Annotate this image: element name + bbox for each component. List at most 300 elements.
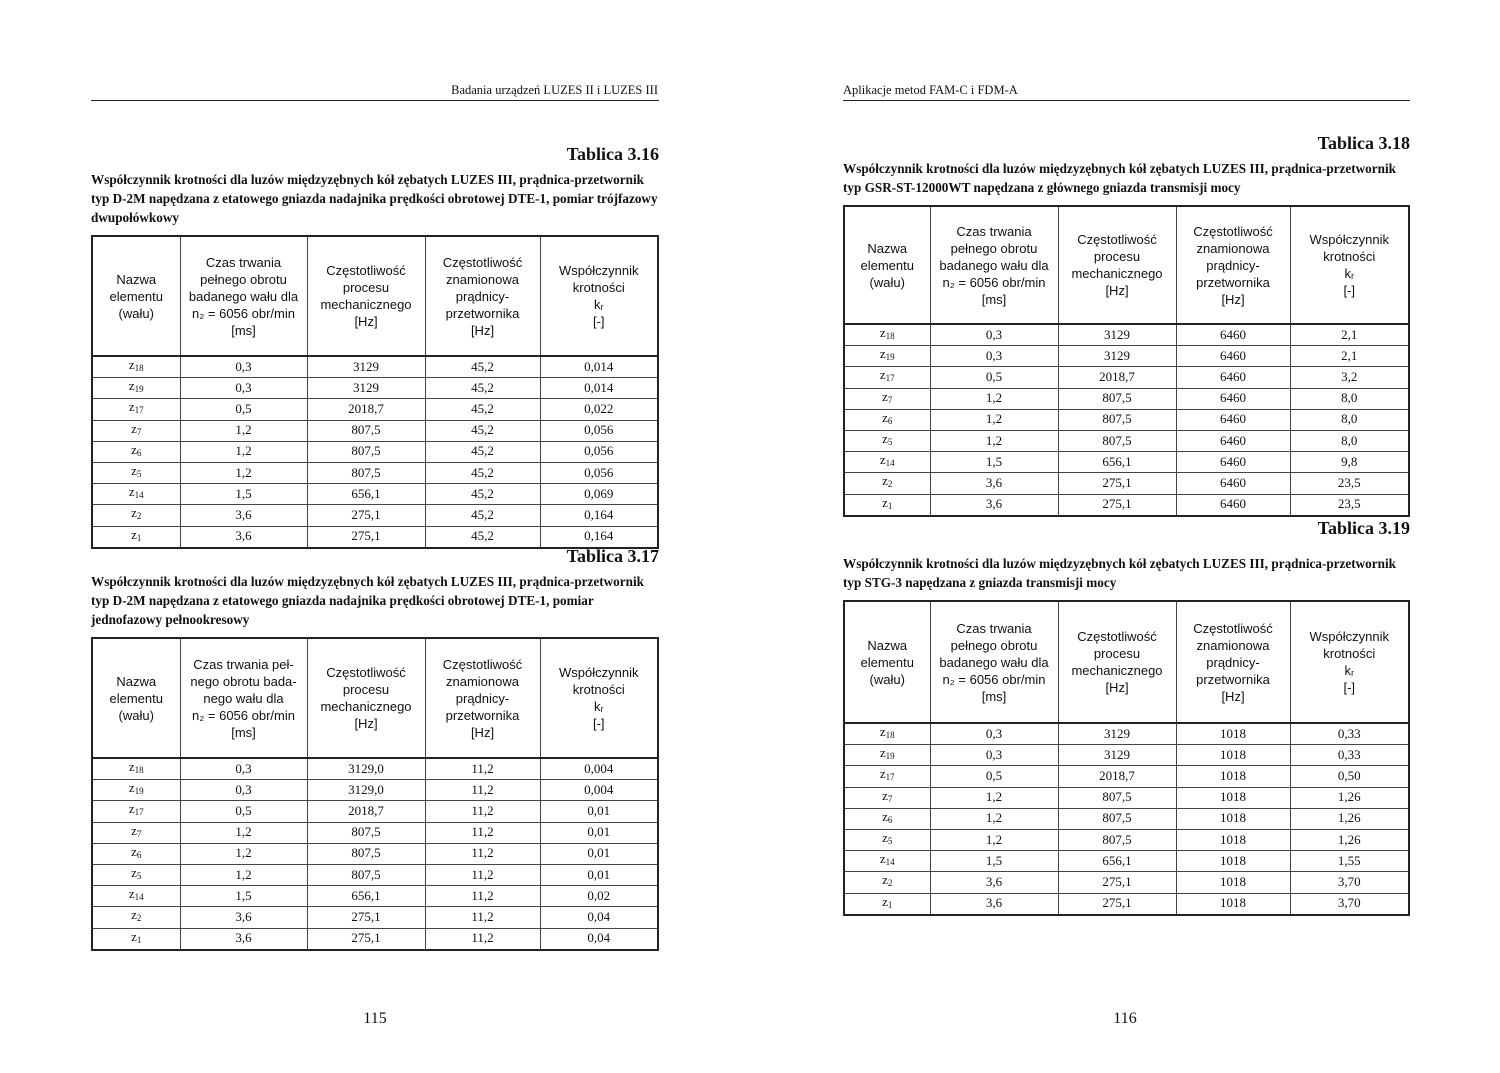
table-cell: 656,1 [307,484,425,505]
header-line: Współczynnik [559,263,639,278]
element-name-cell [92,463,180,484]
element-subscript: 19 [134,384,144,395]
header-line: n₂ = 6056 obr/min [192,707,295,723]
table-cell: 1018 [1176,745,1290,766]
column-header [844,206,930,324]
table-cell: 0,33 [1290,745,1409,766]
element-subscript: 18 [885,730,895,740]
element-name-cell [844,766,930,787]
header-line: procesu [1093,249,1141,264]
table-cell: 0,5 [930,766,1058,787]
column-header [930,601,1058,723]
element-symbol: z [128,484,135,500]
element-name-cell [844,324,930,346]
table-cell: 1,55 [1290,851,1409,872]
element-symbol: z [879,724,886,739]
table-cell: 1,26 [1290,830,1409,851]
header-line: [Hz] [354,314,378,329]
table-cell: 0,01 [540,822,658,843]
data-table [843,205,1410,517]
table-3-16-block [91,143,659,549]
header-line: przetwornika [1196,671,1270,687]
table-3-19-block [843,517,1410,916]
table-cell: 1,5 [180,484,307,505]
table-cell: 807,5 [307,420,425,441]
column-header [1058,206,1176,324]
header-line: prądnicy- [1206,654,1260,670]
element-subscript: 14 [134,892,144,903]
element-name-cell [844,787,930,808]
table-row [92,822,658,843]
element-symbol: z [882,409,888,425]
header-line: elementu [109,690,163,706]
element-subscript: 7 [136,426,142,437]
header-line: pełnego obrotu [200,271,287,287]
data-table [843,600,1410,916]
table-cell: 0,50 [1290,766,1409,787]
element-symbol: z [128,886,135,902]
table-row [844,851,1409,872]
table-row [92,399,658,420]
column-header [1058,601,1176,723]
table-row [92,886,658,907]
header-line: mechanicznego [320,699,412,714]
column-header [1176,601,1290,723]
table-cell: 45,2 [425,420,540,441]
column-header [307,638,425,758]
table-row [92,843,658,864]
column-header [92,638,180,758]
table-row [844,452,1409,473]
table-cell: 0,01 [540,843,658,864]
element-name-cell [844,808,930,829]
element-symbol: z [879,325,886,340]
running-head: Badania urządzeń LUZES II i LUZES III [91,82,659,101]
element-subscript: 19 [885,751,895,762]
element-name-cell [92,441,180,462]
table-row [92,801,658,822]
header-line: [-] [1343,283,1356,298]
element-name-cell [92,886,180,907]
header-line: mechanicznego [1071,663,1163,678]
element-name-cell [844,830,930,851]
table-caption: Współczynnik krotności dla luzów międzyzębnych kół zębatych LUZES III, prądnica-przetwornik typ D-2M napędzana z etatowego gniazda nadajnika prędkości obrotowej DTE-1, pomiar trójfazowy dwupołówkowy [91,172,658,225]
header-line: (wału) [118,707,154,723]
element-subscript: 7 [136,828,142,839]
header-line: prądnicy- [1206,257,1260,273]
table-cell: 1018 [1176,851,1290,872]
table-row [844,473,1409,494]
element-subscript: 17 [885,772,895,783]
header-line: badanego wału dla [939,257,1049,273]
table-row [844,346,1409,367]
element-name-cell [844,893,930,915]
header-line: [ms] [981,688,1007,704]
table-row [844,723,1409,745]
table-cell: 2018,7 [1058,766,1176,787]
element-symbol: z [131,928,137,944]
header-line: kᵣ [593,699,604,714]
element-subscript: 18 [134,765,144,775]
header-line: przetwornika [445,305,520,321]
table-cell: 807,5 [1058,808,1176,829]
table-cell: 0,3 [180,378,307,399]
table-row [844,787,1409,808]
table-row [844,830,1409,851]
header-line: procesu [342,280,390,295]
element-name-cell [844,431,930,452]
element-name-cell [92,399,180,420]
table-row [92,484,658,505]
table-cell: 11,2 [425,907,540,928]
table-cell: 0,5 [180,399,307,420]
column-header [540,236,658,356]
column-header [307,236,425,356]
header-line: [-] [592,716,605,731]
table-cell: 0,022 [540,399,658,420]
table-cell: 1,2 [930,808,1058,829]
table-row [92,780,658,801]
table-number: Tablica 3.16 [566,144,659,164]
element-name-cell [844,745,930,766]
header-line: krotności [1323,249,1376,264]
table-cell: 1,2 [180,843,307,864]
table-cell: 0,3 [180,758,307,780]
element-symbol: z [128,780,135,796]
table-cell: 0,04 [540,928,658,950]
page-number: 116 [1113,1010,1137,1027]
header-line: prądnicy- [455,690,510,706]
table-cell: 1018 [1176,893,1290,915]
table-cell: 45,2 [425,378,540,399]
table-cell: 3,6 [930,893,1058,915]
table-cell: 807,5 [307,441,425,462]
table-cell: 6460 [1176,473,1290,494]
table-cell: 0,3 [180,780,307,801]
header-line: Częstotliwość [326,263,406,278]
header-line: znamionowa [1196,240,1270,256]
header-line: n₂ = 6056 obr/min [192,305,295,321]
table-cell: 0,04 [540,907,658,928]
table-cell: 6460 [1176,409,1290,430]
table-cell: 45,2 [425,356,540,378]
table-cell: 3,2 [1290,367,1409,388]
table-row [844,388,1409,409]
table-cell: 6460 [1176,346,1290,367]
element-symbol: z [131,526,137,542]
header-line: Współczynnik [1309,629,1389,644]
header-line: [-] [1343,680,1356,695]
header-line: Współczynnik [559,665,639,680]
element-symbol: z [131,907,137,923]
table-cell: 3,6 [930,473,1058,494]
element-symbol: z [882,494,888,510]
table-row [844,367,1409,388]
table-caption: Współczynnik krotności dla luzów międzyzębnych kół zębatych LUZES III, prądnica-przetwornik typ STG-3 napędzana z gniazda transmisji mocy [843,556,1396,590]
header-line: [Hz] [470,724,495,740]
table-cell: 8,0 [1290,431,1409,452]
table-cell: 1018 [1176,787,1290,808]
element-subscript: 5 [136,871,142,882]
table-cell: 1018 [1176,766,1290,787]
table-caption: Współczynnik krotności dla luzów międzyzębnych kół zębatych LUZES III, prądnica-przetwornik typ D-2M napędzana z etatowego gniazda nadajnika prędkości obrotowej DTE-1, pomiar jednofazowy pełnookresowy [91,574,644,627]
element-subscript: 14 [885,458,895,469]
table-cell: 3,6 [930,872,1058,893]
table-row [844,872,1409,893]
header-line: przetwornika [445,707,520,723]
table-cell: 3,70 [1290,872,1409,893]
table-number: Tablica 3.19 [1317,518,1410,538]
header-line: procesu [342,682,390,697]
element-name-cell [92,420,180,441]
table-row [92,505,658,526]
table-cell: 1,2 [180,865,307,886]
element-subscript: 18 [885,331,895,341]
table-cell: 45,2 [425,441,540,462]
table-cell: 0,3 [930,324,1058,346]
header-line: Czas trwania [956,620,1032,636]
table-cell: 1,2 [930,431,1058,452]
element-subscript: 1 [887,500,893,511]
header-line: pełnego obrotu [950,240,1038,256]
table-row [844,766,1409,787]
element-symbol: z [882,787,888,803]
element-symbol: z [879,367,886,383]
element-subscript: 6 [136,447,142,458]
table-cell: 3129 [307,378,425,399]
header-line: Współczynnik [1309,232,1389,247]
table-cell: 11,2 [425,886,540,907]
header-line: elementu [860,654,914,670]
table-3-18-block [843,132,1410,517]
column-header [1290,206,1409,324]
element-symbol: z [882,893,888,909]
column-header [92,236,180,356]
table-row [844,808,1409,829]
table-cell: 807,5 [1058,431,1176,452]
table-caption: Współczynnik krotności dla luzów międzyzębnych kół zębatych LUZES III, prądnica-przetwornik typ GSR-ST-12000WT napędzana z głównego gniazda transmisji mocy [843,161,1396,195]
table-row [92,865,658,886]
table-cell: 275,1 [1058,473,1176,494]
column-header [1290,601,1409,723]
header-line: znamionowa [1196,637,1270,653]
table-cell: 1,2 [930,388,1058,409]
page-number: 115 [363,1010,387,1027]
header-line: [ms] [231,724,256,740]
table-cell: 1018 [1176,872,1290,893]
table-cell: 11,2 [425,801,540,822]
table-cell: 11,2 [425,780,540,801]
table-cell: 0,004 [540,780,658,801]
element-name-cell [92,505,180,526]
element-symbol: z [131,822,137,838]
element-symbol: z [879,766,886,782]
header-line: elementu [109,288,163,304]
element-subscript: 14 [134,490,144,501]
header-line: (wału) [118,305,154,321]
table-cell: 3,6 [180,526,307,548]
header-line: (wału) [869,671,905,687]
header-line: Częstotliwość [442,254,523,270]
element-name-cell [92,356,180,378]
table-cell: 6460 [1176,452,1290,473]
header-line: [Hz] [1105,680,1129,695]
table-cell: 0,5 [930,367,1058,388]
element-subscript: 7 [887,793,893,804]
table-cell: 11,2 [425,928,540,950]
element-subscript: 1 [136,532,142,543]
header-line: nego wału dla [203,690,284,706]
element-symbol: z [879,452,886,468]
header-line: Nazwa [116,673,157,689]
header-line: Częstotliwość [1193,620,1273,636]
header-line: kᵣ [1344,266,1355,281]
column-header [180,236,307,356]
table-cell: 1018 [1176,723,1290,745]
header-line: krotności [572,682,625,697]
header-line: Częstotliwość [1193,223,1273,239]
header-line: Częstotliwość [326,665,406,680]
element-symbol: z [882,872,888,888]
table-cell: 3129 [1058,745,1176,766]
header-line: [Hz] [1105,283,1129,298]
header-line: przetwornika [1196,274,1270,290]
column-header [930,206,1058,324]
table-cell: 2,1 [1290,346,1409,367]
header-line: badanego wału dla [939,654,1049,670]
table-row [92,758,658,780]
element-name-cell [844,409,930,430]
table-cell: 3,6 [180,928,307,950]
table-cell: 275,1 [1058,893,1176,915]
header-line: pełnego obrotu [950,637,1038,653]
table-cell: 807,5 [307,822,425,843]
header-line: nego obrotu bada- [190,673,297,689]
element-name-cell [844,494,930,516]
table-cell: 3129 [307,356,425,378]
table-cell: 275,1 [1058,494,1176,516]
element-subscript: 2 [887,479,893,490]
element-name-cell [92,843,180,864]
element-subscript: 2 [136,511,142,522]
header-line: procesu [1093,646,1141,661]
table-row [844,431,1409,452]
element-subscript: 7 [887,394,893,405]
table-number: Tablica 3.17 [566,546,659,566]
element-symbol: z [131,505,137,521]
table-cell: 0,3 [180,356,307,378]
table-number: Tablica 3.18 [1317,133,1410,153]
table-cell: 1,26 [1290,808,1409,829]
element-symbol: z [879,346,886,362]
header-line: Nazwa [867,637,908,653]
table-cell: 3129 [1058,723,1176,745]
table-cell: 275,1 [307,505,425,526]
element-subscript: 2 [887,878,893,889]
column-header [540,638,658,758]
table-cell: 1,2 [930,830,1058,851]
table-row [844,745,1409,766]
table-cell: 23,5 [1290,473,1409,494]
header-line: prądnicy- [455,288,510,304]
element-subscript: 14 [885,857,895,868]
element-subscript: 2 [136,913,142,924]
column-header [425,638,540,758]
header-line: n₂ = 6056 obr/min [942,671,1046,687]
header-line: mechanicznego [1071,266,1163,281]
element-name-cell [92,484,180,505]
table-cell: 2018,7 [307,801,425,822]
element-subscript: 6 [136,849,142,860]
table-cell: 1,5 [930,452,1058,473]
element-subscript: 17 [134,807,144,818]
table-cell: 3129,0 [307,780,425,801]
right-page [750,0,1500,1073]
element-name-cell [844,452,930,473]
table-cell: 3129 [1058,346,1176,367]
header-line: Nazwa [867,240,908,256]
element-symbol: z [882,388,888,404]
element-name-cell [92,907,180,928]
table-cell: 656,1 [1058,851,1176,872]
element-symbol: z [131,463,137,479]
table-cell: 0,33 [1290,723,1409,745]
table-cell: 0,5 [180,801,307,822]
table-cell: 0,056 [540,463,658,484]
table-row [92,441,658,462]
header-line: krotności [572,280,625,295]
table-cell: 1018 [1176,830,1290,851]
table-cell: 45,2 [425,505,540,526]
column-header [425,236,540,356]
table-cell: 3,6 [180,505,307,526]
element-symbol: z [128,801,135,817]
element-subscript: 19 [134,786,144,797]
element-name-cell [844,388,930,409]
header-line: elementu [860,257,914,273]
header-line: Częstotliwość [1077,232,1157,247]
element-symbol: z [131,865,137,881]
table-cell: 0,014 [540,356,658,378]
header-line: [Hz] [1221,688,1245,704]
header-line: [ms] [981,291,1007,307]
element-name-cell [92,758,180,780]
table-cell: 1,2 [180,822,307,843]
table-cell: 11,2 [425,843,540,864]
table-row [92,463,658,484]
table-cell: 656,1 [307,886,425,907]
table-cell: 3129,0 [307,758,425,780]
element-subscript: 5 [887,437,893,448]
table-cell: 6460 [1176,324,1290,346]
table-cell: 0,056 [540,441,658,462]
element-subscript: 17 [885,373,895,384]
header-line: Czas trwania peł- [193,656,294,672]
element-subscript: 5 [887,836,893,847]
element-name-cell [844,723,930,745]
header-line: [Hz] [1221,291,1245,307]
data-table [91,235,659,549]
header-line: (wału) [869,274,905,290]
element-symbol: z [879,745,886,761]
table-cell: 8,0 [1290,388,1409,409]
element-subscript: 1 [136,934,142,945]
column-header [180,638,307,758]
element-symbol: z [882,808,888,824]
table-cell: 807,5 [307,843,425,864]
element-name-cell [844,473,930,494]
header-line: mechanicznego [320,297,412,312]
